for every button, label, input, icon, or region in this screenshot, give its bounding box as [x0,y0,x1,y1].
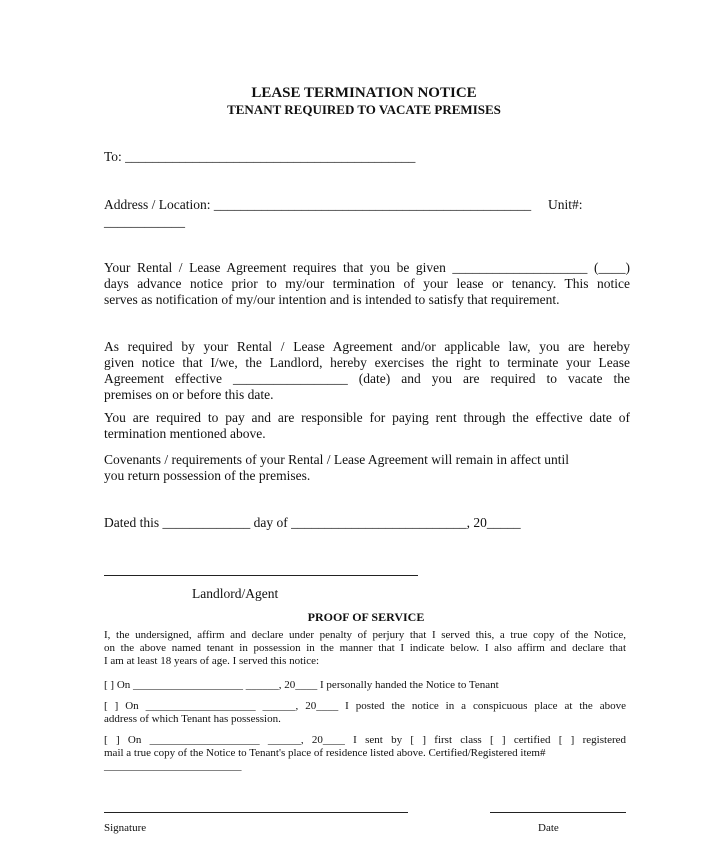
proof-line: I am at least 18 years of age. I served this notice: [104,655,320,667]
document-subtitle: TENANT REQUIRED TO VACATE PREMISES [227,102,501,117]
paragraph-line: given notice that I/we, the Landlord, hereby exercises the right to terminate your Lease [104,355,630,370]
paragraph-line: Your Rental / Lease Agreement requires that you be given ____________________ (____) [104,260,630,275]
proof-of-service-heading: PROOF OF SERVICE [307,610,425,624]
date-label: Date [538,822,559,834]
signature-label: Signature [104,822,147,834]
dated-line: Dated this _____________ day of __________________________, 20_____ [104,515,521,530]
proof-line: _________________________ [104,760,242,772]
covenants-paragraph [104,452,630,484]
service-option-mail [104,734,626,773]
service-option-posted [104,700,626,726]
proof-line: address of which Tenant has possession. [104,713,281,725]
proof-intro [104,629,626,668]
paragraph-line: premises on or before this date. [104,387,274,402]
proof-line: mail a true copy of the Notice to Tenant's place of residence listed above. Certified/Registered item# [104,747,546,759]
rent-paragraph [104,410,630,442]
paragraph-line: days advance notice prior to my/our termination of your lease or tenancy. This notice [104,276,630,291]
to-field: To: ___________________________________________ [104,149,416,164]
paragraph-line: Agreement effective _________________ (date) and you are required to vacate the [104,371,630,386]
notice-period-paragraph [104,260,630,308]
unit-label: Unit#: [548,197,583,212]
address-field: Address / Location: _______________________________________________ [104,197,532,212]
proof-line: I, the undersigned, affirm and declare under penalty of perjury that I served this, a true copy of the Notice, [104,629,626,641]
paragraph-line: As required by your Rental / Lease Agreement and/or applicable law, you are hereby [104,339,630,354]
proof-line: [ ] On ____________________ ______, 20____ I posted the notice in a conspicuous place at the above [104,700,626,712]
landlord-agent-label: Landlord/Agent [192,586,279,601]
paragraph-line: serves as notification of my/our intention and is intended to satisfy that requirement. [104,292,560,307]
paragraph-line: You are required to pay and are responsible for paying rent through the effective date of [104,410,630,425]
paragraph-line: you return possession of the premises. [104,468,311,483]
paragraph-line: termination mentioned above. [104,426,266,441]
document-title: LEASE TERMINATION NOTICE [251,85,477,101]
paragraph-line: Covenants / requirements of your Rental / Lease Agreement will remain in affect until [104,452,569,467]
server-signature-line [104,812,408,813]
termination-paragraph [104,339,630,403]
service-option-personal: [ ] On ____________________ ______, 20____ I personally handed the Notice to Tenant [104,679,499,691]
proof-line: on the above named tenant in possession in the manner that I indicate below. I also affirm and declare that [104,642,626,654]
server-date-line [490,812,626,813]
landlord-signature-line [104,575,418,576]
unit-blank: ____________ [104,214,185,229]
proof-line: [ ] On ____________________ ______, 20____ I sent by [ ] first class [ ] certified [ ] registered [104,734,626,746]
